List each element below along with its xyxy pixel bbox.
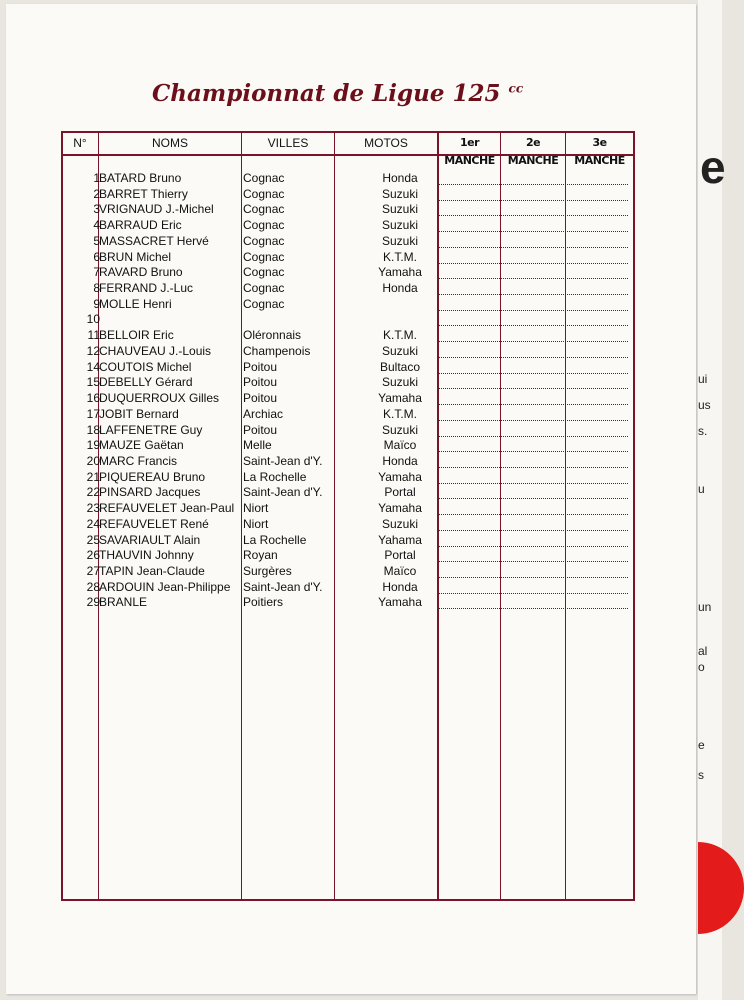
row-number: 29 — [86, 595, 100, 609]
row-number: 28 — [86, 580, 100, 594]
rider-motorcycle: K.T.M. — [382, 250, 417, 264]
rider-city: Champenois — [243, 344, 311, 358]
adjacent-text-fragment: s — [698, 768, 704, 782]
row-number: 15 — [86, 375, 100, 389]
rider-name: DEBELLY Gérard — [99, 375, 193, 389]
rider-name: DUQUERROUX Gilles — [99, 391, 220, 405]
rider-name: TAPIN Jean-Claude — [99, 564, 205, 578]
rider-motorcycle: Yamaha — [378, 595, 422, 609]
score-dotted-line — [438, 325, 628, 326]
row-number: 27 — [86, 564, 100, 578]
rider-motorcycle: Suzuki — [381, 218, 419, 232]
rider-city: Poitou — [243, 391, 278, 405]
adjacent-text-fragment: s. — [698, 424, 708, 438]
rider-city: Niort — [243, 517, 269, 531]
rider-city: Royan — [243, 548, 278, 562]
red-circle-shape — [698, 842, 744, 934]
rider-name: FERRAND J.-Luc — [99, 281, 194, 295]
rider-city: Saint-Jean d'Y. — [243, 580, 323, 594]
rider-name: PINSARD Jacques — [99, 485, 201, 499]
rider-name: BATARD Bruno — [99, 171, 182, 185]
score-dotted-line — [438, 577, 628, 578]
rider-name: BELLOIR Eric — [99, 328, 174, 342]
score-dotted-line — [438, 341, 628, 342]
rider-city: Cognac — [243, 234, 285, 248]
rider-name: RAVARD Bruno — [99, 265, 183, 279]
rider-city: Melle — [243, 438, 272, 452]
row-number: 22 — [86, 485, 100, 499]
row-number: 26 — [86, 548, 100, 562]
header-manche-2: 2e MANCHE — [507, 136, 559, 167]
row-number: 19 — [86, 438, 100, 452]
rider-city: Cognac — [243, 297, 285, 311]
rider-name: BARRAUD Eric — [99, 218, 182, 232]
rider-motorcycle: Yamaha — [378, 470, 422, 484]
rider-city: Poitou — [243, 423, 278, 437]
row-number: 1 — [93, 171, 100, 185]
row-number: 12 — [86, 344, 100, 358]
rider-motorcycle: Suzuki — [381, 375, 419, 389]
rider-city: Cognac — [243, 171, 285, 185]
rider-city: Cognac — [243, 281, 285, 295]
rider-name: COUTOIS Michel — [99, 360, 192, 374]
rider-name: MAUZE Gaëtan — [99, 438, 184, 452]
rider-motorcycle: Yamaha — [378, 391, 422, 405]
row-number: 10 — [86, 312, 100, 326]
score-dotted-line — [438, 231, 628, 232]
rider-city: Oléronnais — [243, 328, 302, 342]
score-dotted-line — [438, 420, 628, 421]
page-title — [152, 80, 523, 107]
rider-motorcycle: Maïco — [383, 564, 417, 578]
rider-motorcycle: Suzuki — [381, 187, 419, 201]
rider-motorcycle: Portal — [384, 485, 416, 499]
row-number: 6 — [93, 250, 100, 264]
row-number: 11 — [87, 328, 100, 342]
rider-motorcycle: Suzuki — [381, 517, 419, 531]
rider-name: REFAUVELET Jean-Paul — [99, 501, 235, 515]
rider-name: LAFFENETRE Guy — [99, 423, 203, 437]
rider-city: Poitou — [243, 360, 278, 374]
rider-name: REFAUVELET René — [99, 517, 209, 531]
row-number: 20 — [86, 454, 100, 468]
row-number: 18 — [86, 423, 100, 437]
rider-motorcycle: Suzuki — [381, 202, 419, 216]
rider-city: Archiac — [243, 407, 284, 421]
rider-name: BARRET Thierry — [99, 187, 188, 201]
rider-name: JOBIT Bernard — [99, 407, 179, 421]
rider-name: THAUVIN Johnny — [99, 548, 194, 562]
rider-name: BRUN Michel — [99, 250, 172, 264]
rider-city: Poitiers — [243, 595, 284, 609]
row-number: 14 — [86, 360, 100, 374]
rider-city: Saint-Jean d'Y. — [243, 454, 323, 468]
rider-motorcycle: K.T.M. — [382, 328, 417, 342]
rider-motorcycle: K.T.M. — [382, 407, 417, 421]
score-dotted-line — [438, 357, 628, 358]
adjacent-text-fragment: e — [698, 738, 705, 752]
row-number: 25 — [86, 533, 100, 547]
rider-motorcycle: Yamaha — [378, 501, 422, 515]
rider-motorcycle: Suzuki — [381, 423, 419, 437]
adjacent-text-fragment: u — [698, 482, 705, 496]
rider-name: BRANLE — [99, 595, 148, 609]
rider-city: La Rochelle — [243, 533, 307, 547]
rider-motorcycle: Honda — [382, 580, 418, 594]
score-dotted-line — [438, 247, 628, 248]
adjacent-text-fragment: us — [698, 398, 711, 412]
rider-motorcycle: Maïco — [383, 438, 417, 452]
row-number: 21 — [86, 470, 100, 484]
row-number: 4 — [93, 218, 100, 232]
rider-name: SAVARIAULT Alain — [99, 533, 201, 547]
rider-motorcycle: Honda — [382, 281, 418, 295]
row-number: 16 — [86, 391, 100, 405]
rider-city: Cognac — [243, 202, 285, 216]
header-manche-1: 1er MANCHE — [444, 136, 495, 167]
rider-city: Cognac — [243, 265, 285, 279]
rider-city: Cognac — [243, 250, 285, 264]
header-no: N° — [73, 136, 87, 150]
score-dotted-line — [438, 561, 628, 562]
row-number: 5 — [93, 234, 100, 248]
rider-name: PIQUEREAU Bruno — [99, 470, 206, 484]
score-dotted-line — [438, 278, 628, 279]
rider-motorcycle: Portal — [384, 548, 416, 562]
rider-motorcycle: Honda — [382, 171, 418, 185]
row-number: 8 — [93, 281, 100, 295]
rider-name: MOLLE Henri — [99, 297, 172, 311]
rider-city: Cognac — [243, 218, 285, 232]
row-number: 3 — [93, 202, 100, 216]
score-dotted-line — [438, 498, 628, 499]
row-number: 17 — [86, 407, 100, 421]
score-dotted-line — [438, 388, 628, 389]
rider-city: La Rochelle — [243, 470, 307, 484]
score-dotted-line — [438, 184, 628, 185]
score-dotted-line — [438, 404, 628, 405]
score-dotted-line — [438, 530, 628, 531]
rider-city: Poitou — [243, 375, 278, 389]
score-dotted-line — [438, 514, 628, 515]
rider-motorcycle: Bultaco — [379, 360, 421, 374]
row-number: 24 — [86, 517, 100, 531]
adjacent-text-fragment: al — [698, 644, 708, 658]
title-text: Championnat de Ligue 125 — [152, 80, 501, 107]
score-dotted-line — [438, 608, 628, 609]
title-superscript: cc — [508, 81, 524, 96]
rider-city: Niort — [243, 501, 269, 515]
rider-name: MARC Francis — [99, 454, 178, 468]
adjacent-text-fragment: ui — [698, 372, 708, 386]
header-villes: VILLES — [267, 136, 309, 150]
adjacent-text-fragment: o — [698, 660, 705, 674]
row-number: 23 — [86, 501, 100, 515]
score-dotted-line — [438, 294, 628, 295]
row-number: 9 — [93, 297, 100, 311]
rider-city: Cognac — [243, 187, 285, 201]
row-number: 2 — [93, 187, 100, 201]
rider-name: ARDOUIN Jean-Philippe — [99, 580, 231, 594]
adjacent-text-fragment: un — [698, 600, 712, 614]
header-noms: NOMS — [152, 136, 188, 150]
score-dotted-line — [438, 467, 628, 468]
header-motos: MOTOS — [364, 136, 408, 150]
rider-name: VRIGNAUD J.-Michel — [99, 202, 214, 216]
rider-city: Surgères — [243, 564, 292, 578]
row-number: 7 — [93, 265, 100, 279]
rider-city: Saint-Jean d'Y. — [243, 485, 323, 499]
rider-motorcycle: Yamaha — [378, 265, 422, 279]
score-dotted-line — [438, 451, 628, 452]
header-manche-3: 3e MANCHE — [574, 136, 625, 167]
score-dotted-line — [438, 215, 628, 216]
adjacent-big-letter: e — [700, 141, 726, 193]
rider-motorcycle: Suzuki — [381, 234, 419, 248]
rider-motorcycle: Yahama — [378, 533, 422, 547]
rider-motorcycle: Honda — [382, 454, 418, 468]
rider-motorcycle: Suzuki — [381, 344, 419, 358]
rider-name: MASSACRET Hervé — [99, 234, 209, 248]
rider-name: CHAUVEAU J.-Louis — [99, 344, 212, 358]
